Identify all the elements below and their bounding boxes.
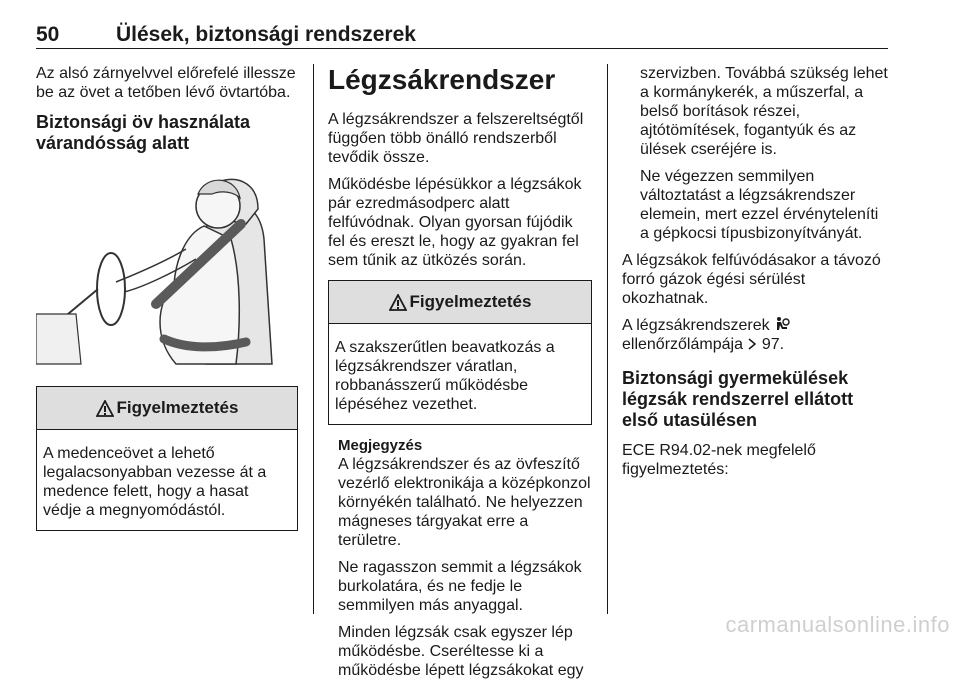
page-number: 50 — [36, 23, 60, 46]
warning-text: A szakszerűtlen beavatkozás a légzsákrendszer váratlan, robbanásszerű működésbe lépéséhez vezethet. — [335, 339, 555, 413]
intro-text: Az alsó zárnyelvvel előrefelé illessze be az övet a tetőben lévő övtartóba. — [36, 65, 296, 101]
section-title-airbag: Légzsákrendszer — [328, 64, 556, 95]
note-paragraph-2: Ne ragasszon semmit a légzsákok burkolatára, és ne fedje le semmilyen más anyaggal. — [338, 559, 582, 614]
warning-text: A medenceövet a lehető legalacsonyabban vezesse át a medence felett, hogy a hasat védje a megnyomódástól. — [43, 445, 267, 519]
warning-title: Figyelmeztetés — [409, 292, 532, 311]
airbag-paragraph-1: A légzsákrendszer a felszereltségtől függően több önálló rendszerből tevődik össze. — [328, 111, 584, 166]
warning-box-airbag — [328, 280, 592, 425]
airbag-paragraph-2: Működésbe lépésükkor a légzsákok pár ezredmásodperc alatt felfúvódnak. Olyan gyorsan fújódik fel és ereszt le, hogy az gyakran fel sem tűnik az ütközés során. — [328, 176, 582, 269]
section-heading-child-seats: Biztonsági gyermekülések légzsák rendszerrel ellátott első utasülésen — [622, 368, 854, 430]
warning-triangle-icon — [96, 400, 114, 417]
warning-header — [329, 281, 591, 324]
column-3 — [622, 64, 890, 487]
note-continuation-1: szervizben. Továbbá szükség lehet a kormánykerék, a műszerfal, a belső borítások részei, ajtótömítések, fogantyúk és az ülések cseréjére is. — [640, 65, 888, 158]
column-divider-1 — [313, 64, 314, 614]
note-paragraph-1: A légzsákrendszer és az övfeszítő vezérlő elektronikája a középkonzol környékén található. Ne helyezzen mágneses tárgyakat erre a területre. — [338, 456, 591, 549]
airbag-paragraph-3: A légzsákok felfúvódásakor a távozó forró gázok égési sérülést okozhatnak. — [622, 252, 881, 307]
watermark: carmanualsonline.info — [725, 612, 950, 637]
column-1 — [36, 64, 298, 541]
airbag-paragraph-4 — [622, 316, 890, 354]
warning-triangle-icon — [389, 294, 407, 311]
note-paragraph-3: Minden légzsák csak egyszer lép működésbe. Cseréltesse ki a működésbe lépett légzsákokat egy — [338, 624, 584, 679]
indicator-text: A légzsákrendszerek — [622, 317, 770, 334]
page-reference-icon — [747, 338, 757, 350]
chapter-title: Ülések, biztonsági rendszerek — [116, 23, 416, 46]
warning-box-pregnancy — [36, 386, 298, 531]
column-2 — [328, 64, 592, 688]
indicator-text-line-2: ellenőrzőlámpája — [622, 336, 743, 353]
ece-paragraph: ECE R94.02-nek megfelelő figyelmeztetés: — [622, 442, 816, 478]
page-header — [36, 24, 888, 49]
pregnant-woman-seatbelt-illustration — [36, 164, 298, 374]
page-reference[interactable]: 97. — [761, 336, 785, 353]
section-heading-pregnancy: Biztonsági öv használata várandósság alatt — [36, 112, 251, 153]
note-heading: Megjegyzés — [338, 437, 423, 454]
warning-title: Figyelmeztetés — [116, 398, 239, 417]
note-continuation-2: Ne végezzen semmilyen változtatást a légzsákrendszer elemein, mert ezzel érvényteleníti a gépkocsi típusbizonyítványát. — [640, 168, 879, 242]
warning-header — [37, 387, 297, 430]
column-divider-2 — [607, 64, 608, 614]
airbag-warning-icon — [774, 316, 790, 332]
